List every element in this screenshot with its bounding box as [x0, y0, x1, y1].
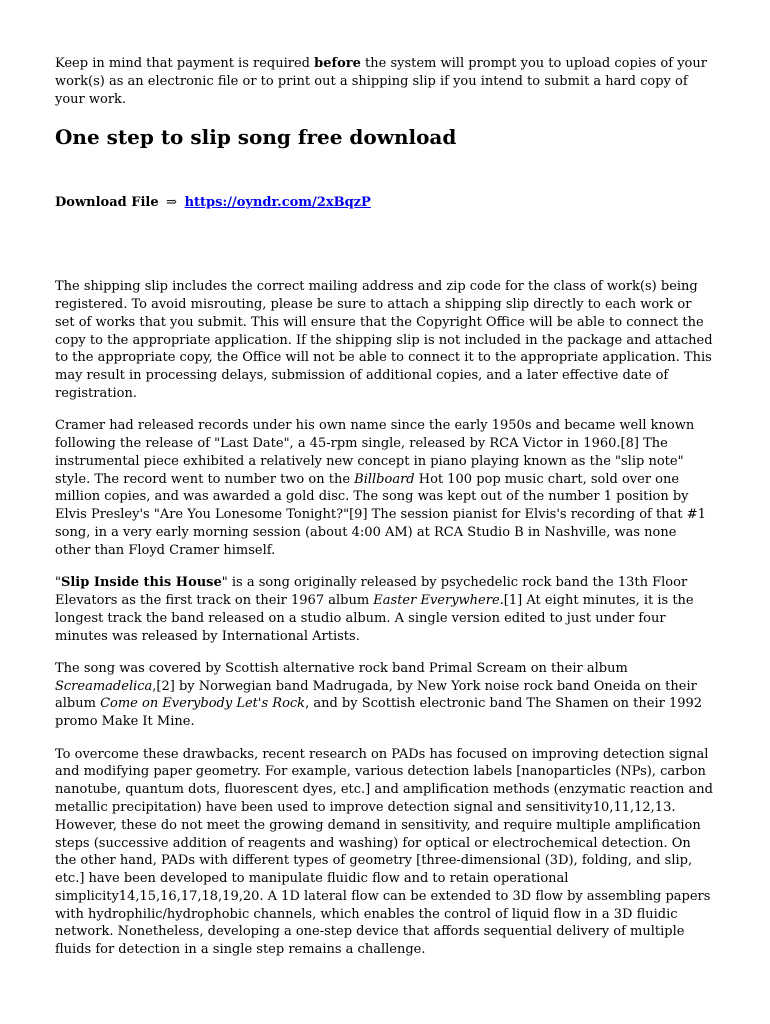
download-line — [55, 194, 715, 212]
intro-text-bold: before — [314, 56, 361, 71]
covers-album-come-on-everybody: Come on Everybody Let's Rock — [100, 696, 306, 712]
paragraph-cramer — [55, 417, 715, 559]
document-page — [55, 55, 715, 974]
cramer-text-pre: Cramer had released records under his own name since the early 1950s and became well known following the release of "Last Date", a 45-rpm single, released by RCA Victor in 1960.[8] The instrumental piece exhibited a relatively new concept in piano playing known as the "slip note" style. The record went to number two on the — [55, 418, 695, 487]
covers-album-screamadelica: Screamadelica — [55, 678, 153, 694]
cramer-text-italic: Billboard — [354, 471, 415, 487]
slip-inside-text-post: .[1] At eight minutes, it is the longest track the band released on a studio album. A single version edited to just under four minutes was released by International Artists. — [55, 592, 694, 644]
covers-text-post: , and by Scottish electronic band The Shamen on their 1992 promo Make It Mine. — [55, 696, 703, 730]
arrow-right-icon: ⇒ — [166, 195, 178, 211]
paragraph-shipping-slip: The shipping slip includes the correct mailing address and zip code for the class of work(s) being registered. To avoid misrouting, please be sure to attach a shipping slip directly to each work or set of works that you submit. This will ensure that the Copyright Office will be able to connect the copy to the appropriate application. If the shipping slip is not included in the package and attached to the appropriate copy, the Office will not be able to connect it to the appropriate application. This may result in processing delays, submission of additional copies, and a later effective date of registration. — [55, 279, 713, 401]
cramer-text-post: Hot 100 pop music chart, sold over one million copies, and was awarded a gold disc. The song was kept out of the number 1 position by Elvis Presley's "Are You Lonesome Tonight?"[9] The session pianist for Elvis's recording of that #1 song, in a very early morning session (about 4:00 AM) at RCA Studio B in Nashville, was none other than Floyd Cramer himself. — [55, 471, 706, 558]
intro-text-post: the system will prompt you to upload copies of your work(s) as an electronic file or to print out a shipping slip if you intend to submit a hard copy of your work. — [55, 56, 707, 107]
covers-text-mid: ,[2] by Norwegian band Madrugada, by New York noise rock band Oneida on their album — [55, 678, 697, 712]
slip-inside-song-title: Slip Inside this House — [60, 575, 222, 591]
intro-text-pre: Keep in mind that payment is required — [55, 56, 315, 71]
slip-inside-open-quote: " — [55, 575, 61, 591]
covers-text-pre: The song was covered by Scottish alternative rock band Primal Scream on their album — [55, 660, 628, 676]
slip-inside-text-mid: " is a song originally released by psychedelic rock band the 13th Floor Elevators as the first track on their 1967 album — [55, 575, 688, 608]
paragraph-slip-inside — [55, 574, 715, 645]
intro-paragraph — [55, 55, 715, 108]
download-link[interactable]: https://oyndr.com/2xBqzP — [184, 195, 371, 211]
download-label: Download File — [55, 195, 159, 211]
slip-inside-album-title: Easter Everywhere — [373, 592, 500, 608]
paragraph-pads: To overcome these drawbacks, recent research on PADs has focused on improving detection signal and modifying paper geometry. For example, various detection labels [nanoparticles (NPs), carbon nanotube, quantum dots, fluorescent dyes, etc.] and amplification methods (enzymatic reaction and metallic precipitation) have been used to improve detection signal and sensitivity10,11,12,13. However, these do not meet the growing demand in sensitivity, and require multiple amplification steps (successive addition of reagents and washing) for optical or electrochemical detection. On the other hand, PADs with different types of geometry [three-dimensional (3D), folding, and slip, etc.] have been developed to manipulate fluidic flow and to retain operational simplicity14,15,16,17,18,19,20. A 1D lateral flow can be extended to 3D flow by assembling papers with hydrophilic/hydrophobic channels, which enables the control of liquid flow in a 3D fluidic network. Nonetheless, developing a one-step device that affords sequential delivery of multiple fluids for detection in a single step remains a challenge. — [55, 746, 713, 958]
page-title: One step to slip song free download — [55, 125, 457, 150]
paragraph-covers — [55, 660, 715, 731]
